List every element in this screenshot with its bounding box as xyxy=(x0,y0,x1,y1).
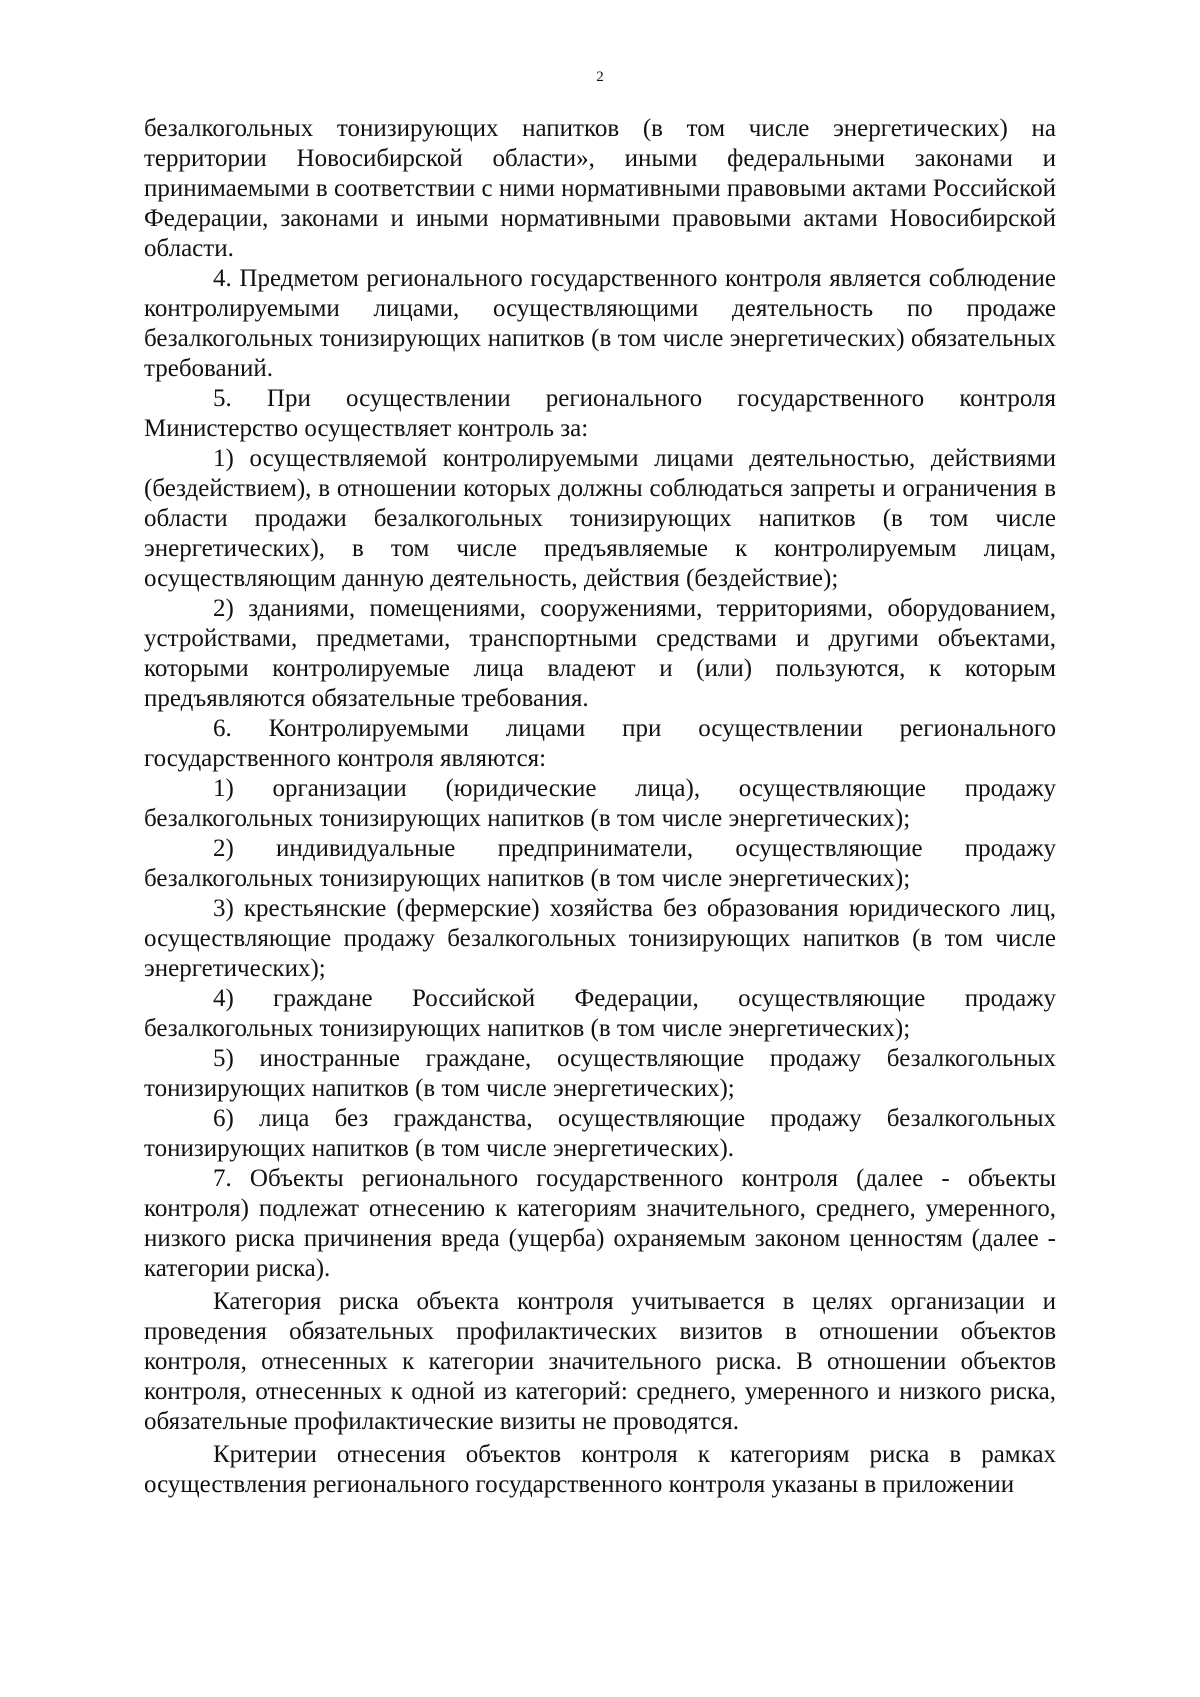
paragraph-item-6-4: 4) граждане Российской Федерации, осуществляющие продажу безалкогольных тонизирующих напитков (в том числе энергетических); xyxy=(144,985,1056,1042)
document-body xyxy=(144,114,1056,1500)
paragraph-item-5: 5. При осуществлении регионального государственного контроля Министерство осуществляет контроль за: xyxy=(144,385,1056,442)
paragraph-risk-criteria: Критерии отнесения объектов контроля к категориям риска в рамках осуществления регионального государственного контроля указаны в приложении xyxy=(144,1441,1056,1498)
paragraph-item-6-3: 3) крестьянские (фермерские) хозяйства без образования юридического лиц, осуществляющие продажу безалкогольных тонизирующих напитков (в том числе энергетических); xyxy=(144,895,1056,982)
paragraph-item-6-2: 2) индивидуальные предприниматели, осуществляющие продажу безалкогольных тонизирующих напитков (в том числе энергетических); xyxy=(144,835,1056,892)
paragraph-item-5-1: 1) осуществляемой контролируемыми лицами деятельностью, действиями (бездействием), в отношении которых должны соблюдаться запреты и ограничения в области продажи безалкогольных тонизирующих напитков (в том числе энергетических), в том числе предъявляемые к контролируемым лицам, осуществляющим данную деятельность, действия (бездействие); xyxy=(144,445,1056,592)
paragraph-item-5-2: 2) зданиями, помещениями, сооружениями, территориями, оборудованием, устройствами, предметами, транспортными средствами и другими объектами, которыми контролируемые лица владеют и (или) пользуются, к которым предъявляются обязательные требования. xyxy=(144,595,1056,712)
paragraph-item-7: 7. Объекты регионального государственного контроля (далее - объекты контроля) подлежат отнесению к категориям значительного, среднего, умеренного, низкого риска причинения вреда (ущерба) охраняемым законом ценностям (далее - категории риска). xyxy=(144,1165,1056,1282)
page-number: 2 xyxy=(596,69,604,85)
paragraph-item-6-1: 1) организации (юридические лица), осуществляющие продажу безалкогольных тонизирующих напитков (в том числе энергетических); xyxy=(144,775,1056,832)
paragraph-item-4: 4. Предметом регионального государственного контроля является соблюдение контролируемыми лицами, осуществляющими деятельность по продаже безалкогольных тонизирующих напитков (в том числе энергетических) обязательных требований. xyxy=(144,265,1056,382)
paragraph-item-6-6: 6) лица без гражданства, осуществляющие продажу безалкогольных тонизирующих напитков (в том числе энергетических). xyxy=(144,1105,1056,1162)
paragraph-continuation: безалкогольных тонизирующих напитков (в том числе энергетических) на территории Новосибирской области», иными федеральными законами и принимаемыми в соответствии с ними нормативными правовыми актами Российской Федерации, законами и иными нормативными правовыми актами Новосибирской области. xyxy=(144,115,1056,262)
paragraph-item-6: 6. Контролируемыми лицами при осуществлении регионального государственного контроля являются: xyxy=(144,715,1056,772)
paragraph-item-6-5: 5) иностранные граждане, осуществляющие продажу безалкогольных тонизирующих напитков (в том числе энергетических); xyxy=(144,1045,1056,1102)
paragraph-risk-category: Категория риска объекта контроля учитывается в целях организации и проведения обязательных профилактических визитов в отношении объектов контроля, отнесенных к категории значительного риска. В отношении объектов контроля, отнесенных к одной из категорий: среднего, умеренного и низкого риска, обязательные профилактические визиты не проводятся. xyxy=(144,1288,1056,1435)
